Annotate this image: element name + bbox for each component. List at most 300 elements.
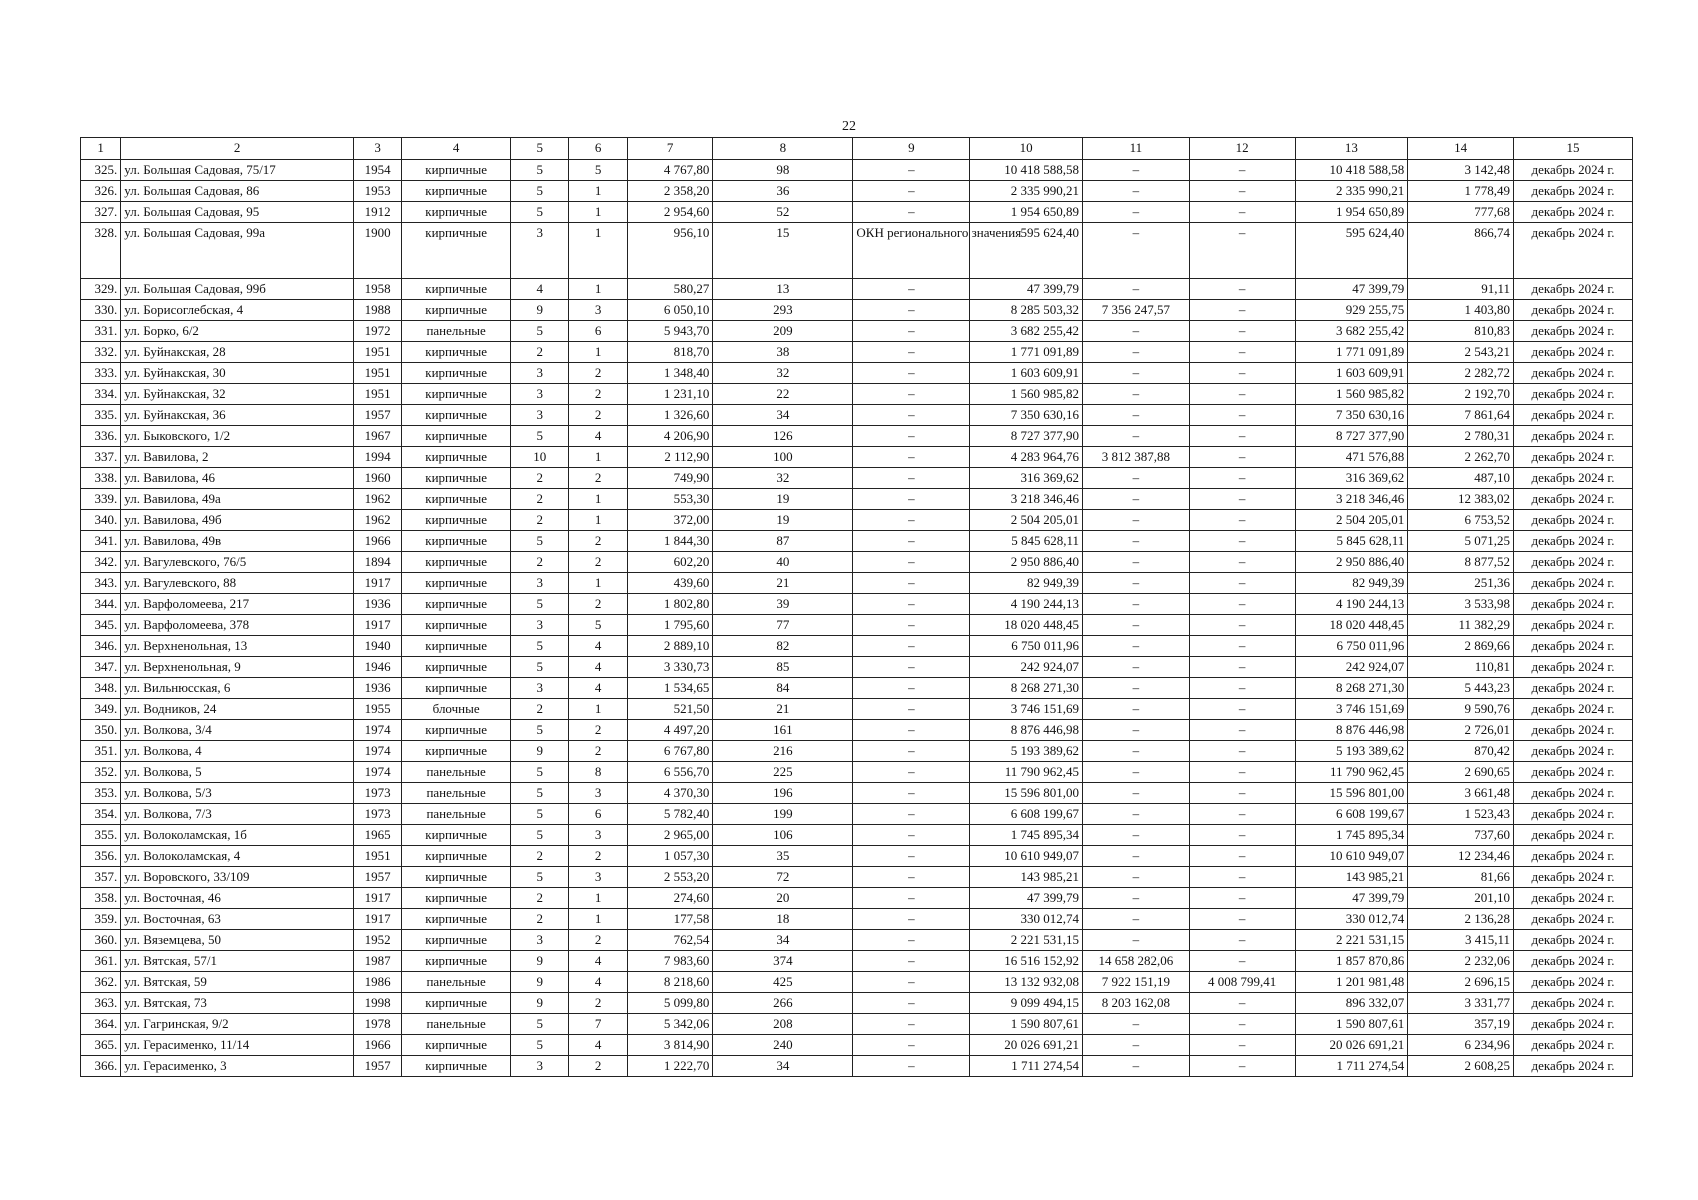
residents-cell: 100	[713, 447, 853, 468]
unit-cost-cell: 777,68	[1408, 202, 1514, 223]
address-cell: ул. Воровского, 33/109	[121, 867, 354, 888]
cost-a-cell: –	[1083, 783, 1190, 804]
status-cell: –	[853, 447, 970, 468]
deadline-cell: декабрь 2024 г.	[1514, 951, 1633, 972]
table-row	[81, 223, 1633, 279]
address-cell: ул. Восточная, 63	[121, 909, 354, 930]
year-cell: 1957	[353, 1056, 401, 1077]
address-cell: ул. Вятская, 59	[121, 972, 354, 993]
deadline-cell: декабрь 2024 г.	[1514, 636, 1633, 657]
area-cell: 4 767,80	[627, 160, 713, 181]
entrances-cell: 8	[569, 762, 627, 783]
floors-cell: 3	[511, 615, 569, 636]
status-cell: –	[853, 783, 970, 804]
cost-c-cell: 5 845 628,11	[1295, 531, 1408, 552]
unit-cost-cell: 201,10	[1408, 888, 1514, 909]
address-cell: ул. Вавилова, 49в	[121, 531, 354, 552]
status-cell: –	[853, 762, 970, 783]
total-cost-cell: 47 399,79	[970, 279, 1083, 300]
table-row	[81, 279, 1633, 300]
floors-cell: 5	[511, 867, 569, 888]
cost-c-cell: 47 399,79	[1295, 279, 1408, 300]
residents-cell: 161	[713, 720, 853, 741]
entrances-cell: 2	[569, 930, 627, 951]
status-cell: –	[853, 342, 970, 363]
unit-cost-cell: 1 403,80	[1408, 300, 1514, 321]
cost-a-cell: –	[1083, 363, 1190, 384]
floors-cell: 2	[511, 888, 569, 909]
residents-cell: 32	[713, 363, 853, 384]
entrances-cell: 4	[569, 636, 627, 657]
table-row	[81, 615, 1633, 636]
total-cost-cell: 2 950 886,40	[970, 552, 1083, 573]
cost-c-cell: 2 335 990,21	[1295, 181, 1408, 202]
cost-c-cell: 471 576,88	[1295, 447, 1408, 468]
deadline-cell: декабрь 2024 г.	[1514, 846, 1633, 867]
total-cost-cell: 3 218 346,46	[970, 489, 1083, 510]
floors-cell: 2	[511, 846, 569, 867]
year-cell: 1987	[353, 951, 401, 972]
wall-material-cell: панельные	[402, 321, 511, 342]
address-cell: ул. Вяземцева, 50	[121, 930, 354, 951]
total-cost-cell: 1 745 895,34	[970, 825, 1083, 846]
year-cell: 1967	[353, 426, 401, 447]
unit-cost-cell: 2 232,06	[1408, 951, 1514, 972]
wall-material-cell: кирпичные	[402, 223, 511, 279]
entrances-cell: 1	[569, 489, 627, 510]
total-cost-cell: 13 132 932,08	[970, 972, 1083, 993]
wall-material-cell: кирпичные	[402, 573, 511, 594]
status-cell: –	[853, 636, 970, 657]
residents-cell: 425	[713, 972, 853, 993]
total-cost-cell: 1 560 985,82	[970, 384, 1083, 405]
unit-cost-cell: 2 543,21	[1408, 342, 1514, 363]
status-cell: –	[853, 321, 970, 342]
unit-cost-cell: 2 136,28	[1408, 909, 1514, 930]
cost-c-cell: 2 950 886,40	[1295, 552, 1408, 573]
table-row	[81, 594, 1633, 615]
row-index: 350.	[81, 720, 121, 741]
residents-cell: 82	[713, 636, 853, 657]
unit-cost-cell: 8 877,52	[1408, 552, 1514, 573]
cost-b-cell: –	[1189, 762, 1295, 783]
total-cost-cell: 3 682 255,42	[970, 321, 1083, 342]
status-cell: –	[853, 594, 970, 615]
year-cell: 1965	[353, 825, 401, 846]
floors-cell: 2	[511, 510, 569, 531]
total-cost-cell: 2 504 205,01	[970, 510, 1083, 531]
cost-c-cell: 1 590 807,61	[1295, 1014, 1408, 1035]
cost-b-cell: –	[1189, 846, 1295, 867]
year-cell: 1917	[353, 573, 401, 594]
wall-material-cell: кирпичные	[402, 615, 511, 636]
total-cost-cell: 8 285 503,32	[970, 300, 1083, 321]
table-body	[81, 160, 1633, 1077]
floors-cell: 9	[511, 972, 569, 993]
deadline-cell: декабрь 2024 г.	[1514, 223, 1633, 279]
cost-a-cell: –	[1083, 720, 1190, 741]
total-cost-cell: 7 350 630,16	[970, 405, 1083, 426]
status-cell: –	[853, 972, 970, 993]
year-cell: 1955	[353, 699, 401, 720]
cost-a-cell: –	[1083, 489, 1190, 510]
total-cost-cell: 6 750 011,96	[970, 636, 1083, 657]
deadline-cell: декабрь 2024 г.	[1514, 447, 1633, 468]
cost-a-cell: –	[1083, 1014, 1190, 1035]
deadline-cell: декабрь 2024 г.	[1514, 762, 1633, 783]
deadline-cell: декабрь 2024 г.	[1514, 930, 1633, 951]
year-cell: 1957	[353, 867, 401, 888]
entrances-cell: 5	[569, 160, 627, 181]
cost-a-cell: –	[1083, 804, 1190, 825]
total-cost-cell: 82 949,39	[970, 573, 1083, 594]
wall-material-cell: кирпичные	[402, 342, 511, 363]
cost-a-cell: –	[1083, 888, 1190, 909]
table-row	[81, 783, 1633, 804]
cost-b-cell: –	[1189, 741, 1295, 762]
address-cell: ул. Герасименко, 3	[121, 1056, 354, 1077]
year-cell: 1951	[353, 384, 401, 405]
unit-cost-cell: 1 523,43	[1408, 804, 1514, 825]
cost-a-cell: –	[1083, 678, 1190, 699]
year-cell: 1962	[353, 510, 401, 531]
area-cell: 5 943,70	[627, 321, 713, 342]
unit-cost-cell: 2 869,66	[1408, 636, 1514, 657]
entrances-cell: 1	[569, 510, 627, 531]
cost-b-cell: –	[1189, 363, 1295, 384]
area-cell: 1 348,40	[627, 363, 713, 384]
wall-material-cell: кирпичные	[402, 363, 511, 384]
cost-c-cell: 11 790 962,45	[1295, 762, 1408, 783]
address-cell: ул. Вятская, 73	[121, 993, 354, 1014]
residents-cell: 39	[713, 594, 853, 615]
year-cell: 1986	[353, 972, 401, 993]
area-cell: 521,50	[627, 699, 713, 720]
status-cell: –	[853, 279, 970, 300]
floors-cell: 3	[511, 1056, 569, 1077]
residents-cell: 216	[713, 741, 853, 762]
residents-cell: 85	[713, 657, 853, 678]
unit-cost-cell: 810,83	[1408, 321, 1514, 342]
unit-cost-cell: 3 331,77	[1408, 993, 1514, 1014]
entrances-cell: 3	[569, 300, 627, 321]
entrances-cell: 4	[569, 657, 627, 678]
address-cell: ул. Волкова, 4	[121, 741, 354, 762]
unit-cost-cell: 870,42	[1408, 741, 1514, 762]
cost-b-cell: –	[1189, 909, 1295, 930]
year-cell: 1958	[353, 279, 401, 300]
cost-c-cell: 4 190 244,13	[1295, 594, 1408, 615]
status-cell: –	[853, 804, 970, 825]
status-cell: –	[853, 825, 970, 846]
residents-cell: 19	[713, 510, 853, 531]
residents-cell: 36	[713, 181, 853, 202]
row-index: 335.	[81, 405, 121, 426]
area-cell: 372,00	[627, 510, 713, 531]
cost-c-cell: 18 020 448,45	[1295, 615, 1408, 636]
entrances-cell: 1	[569, 223, 627, 279]
year-cell: 1988	[353, 300, 401, 321]
floors-cell: 5	[511, 160, 569, 181]
floors-cell: 5	[511, 825, 569, 846]
entrances-cell: 1	[569, 181, 627, 202]
deadline-cell: декабрь 2024 г.	[1514, 594, 1633, 615]
cost-b-cell: –	[1189, 468, 1295, 489]
status-cell: –	[853, 867, 970, 888]
floors-cell: 5	[511, 636, 569, 657]
floors-cell: 5	[511, 762, 569, 783]
floors-cell: 10	[511, 447, 569, 468]
deadline-cell: декабрь 2024 г.	[1514, 426, 1633, 447]
entrances-cell: 2	[569, 1056, 627, 1077]
cost-c-cell: 5 193 389,62	[1295, 741, 1408, 762]
cost-b-cell: –	[1189, 279, 1295, 300]
address-cell: ул. Буйнакская, 32	[121, 384, 354, 405]
wall-material-cell: кирпичные	[402, 531, 511, 552]
residents-cell: 209	[713, 321, 853, 342]
cost-b-cell: –	[1189, 1035, 1295, 1056]
cost-c-cell: 8 727 377,90	[1295, 426, 1408, 447]
cost-a-cell: –	[1083, 181, 1190, 202]
cost-b-cell: –	[1189, 720, 1295, 741]
total-cost-cell: 242 924,07	[970, 657, 1083, 678]
residents-cell: 106	[713, 825, 853, 846]
residents-cell: 38	[713, 342, 853, 363]
column-number-12: 12	[1189, 138, 1295, 160]
deadline-cell: декабрь 2024 г.	[1514, 489, 1633, 510]
year-cell: 1952	[353, 930, 401, 951]
deadline-cell: декабрь 2024 г.	[1514, 202, 1633, 223]
row-index: 358.	[81, 888, 121, 909]
cost-b-cell: –	[1189, 405, 1295, 426]
residents-cell: 72	[713, 867, 853, 888]
entrances-cell: 1	[569, 447, 627, 468]
cost-a-cell: –	[1083, 384, 1190, 405]
area-cell: 6 556,70	[627, 762, 713, 783]
year-cell: 1917	[353, 888, 401, 909]
floors-cell: 5	[511, 531, 569, 552]
row-index: 359.	[81, 909, 121, 930]
cost-b-cell: –	[1189, 804, 1295, 825]
unit-cost-cell: 2 780,31	[1408, 426, 1514, 447]
entrances-cell: 4	[569, 972, 627, 993]
residents-cell: 34	[713, 405, 853, 426]
floors-cell: 3	[511, 573, 569, 594]
cost-b-cell: 4 008 799,41	[1189, 972, 1295, 993]
floors-cell: 2	[511, 552, 569, 573]
wall-material-cell: кирпичные	[402, 552, 511, 573]
area-cell: 1 057,30	[627, 846, 713, 867]
status-cell: –	[853, 1035, 970, 1056]
wall-material-cell: кирпичные	[402, 594, 511, 615]
unit-cost-cell: 2 608,25	[1408, 1056, 1514, 1077]
status-cell: –	[853, 573, 970, 594]
address-cell: ул. Борисоглебская, 4	[121, 300, 354, 321]
year-cell: 1936	[353, 594, 401, 615]
address-cell: ул. Водников, 24	[121, 699, 354, 720]
cost-c-cell: 2 221 531,15	[1295, 930, 1408, 951]
row-index: 365.	[81, 1035, 121, 1056]
wall-material-cell: кирпичные	[402, 1056, 511, 1077]
row-index: 355.	[81, 825, 121, 846]
status-cell: –	[853, 384, 970, 405]
table-row	[81, 363, 1633, 384]
cost-c-cell: 20 026 691,21	[1295, 1035, 1408, 1056]
entrances-cell: 1	[569, 573, 627, 594]
residents-cell: 77	[713, 615, 853, 636]
deadline-cell: декабрь 2024 г.	[1514, 321, 1633, 342]
cost-b-cell: –	[1189, 888, 1295, 909]
row-index: 345.	[81, 615, 121, 636]
cost-a-cell: –	[1083, 426, 1190, 447]
row-index: 337.	[81, 447, 121, 468]
total-cost-cell: 6 608 199,67	[970, 804, 1083, 825]
table-row	[81, 804, 1633, 825]
wall-material-cell: кирпичные	[402, 384, 511, 405]
unit-cost-cell: 2 262,70	[1408, 447, 1514, 468]
residents-cell: 21	[713, 573, 853, 594]
entrances-cell: 6	[569, 804, 627, 825]
column-number-7: 7	[627, 138, 713, 160]
table-row	[81, 510, 1633, 531]
unit-cost-cell: 251,36	[1408, 573, 1514, 594]
status-cell: ОКН регионального значения	[853, 223, 970, 279]
table-row	[81, 867, 1633, 888]
deadline-cell: декабрь 2024 г.	[1514, 384, 1633, 405]
status-cell: –	[853, 930, 970, 951]
year-cell: 1972	[353, 321, 401, 342]
address-cell: ул. Верхненольная, 9	[121, 657, 354, 678]
status-cell: –	[853, 363, 970, 384]
cost-b-cell: –	[1189, 867, 1295, 888]
wall-material-cell: кирпичные	[402, 405, 511, 426]
cost-a-cell: –	[1083, 741, 1190, 762]
row-index: 326.	[81, 181, 121, 202]
cost-c-cell: 6 750 011,96	[1295, 636, 1408, 657]
wall-material-cell: панельные	[402, 762, 511, 783]
deadline-cell: декабрь 2024 г.	[1514, 615, 1633, 636]
year-cell: 1962	[353, 489, 401, 510]
unit-cost-cell: 6 753,52	[1408, 510, 1514, 531]
cost-b-cell: –	[1189, 993, 1295, 1014]
address-cell: ул. Вятская, 57/1	[121, 951, 354, 972]
wall-material-cell: кирпичные	[402, 489, 511, 510]
deadline-cell: декабрь 2024 г.	[1514, 678, 1633, 699]
column-number-4: 4	[402, 138, 511, 160]
floors-cell: 5	[511, 181, 569, 202]
area-cell: 5 342,06	[627, 1014, 713, 1035]
row-index: 331.	[81, 321, 121, 342]
status-cell: –	[853, 909, 970, 930]
address-cell: ул. Буйнакская, 28	[121, 342, 354, 363]
status-cell: –	[853, 678, 970, 699]
status-cell: –	[853, 720, 970, 741]
wall-material-cell: кирпичные	[402, 951, 511, 972]
wall-material-cell: кирпичные	[402, 300, 511, 321]
table-row	[81, 468, 1633, 489]
row-index: 361.	[81, 951, 121, 972]
table-row	[81, 825, 1633, 846]
area-cell: 2 112,90	[627, 447, 713, 468]
area-cell: 4 370,30	[627, 783, 713, 804]
year-cell: 1973	[353, 804, 401, 825]
year-cell: 1946	[353, 657, 401, 678]
deadline-cell: декабрь 2024 г.	[1514, 531, 1633, 552]
cost-a-cell: –	[1083, 867, 1190, 888]
unit-cost-cell: 6 234,96	[1408, 1035, 1514, 1056]
cost-a-cell: –	[1083, 321, 1190, 342]
row-index: 356.	[81, 846, 121, 867]
cost-b-cell: –	[1189, 930, 1295, 951]
row-index: 330.	[81, 300, 121, 321]
row-index: 333.	[81, 363, 121, 384]
residents-cell: 13	[713, 279, 853, 300]
total-cost-cell: 20 026 691,21	[970, 1035, 1083, 1056]
year-cell: 1951	[353, 342, 401, 363]
year-cell: 1954	[353, 160, 401, 181]
entrances-cell: 4	[569, 426, 627, 447]
floors-cell: 2	[511, 699, 569, 720]
cost-c-cell: 3 682 255,42	[1295, 321, 1408, 342]
residents-cell: 32	[713, 468, 853, 489]
cost-a-cell: –	[1083, 552, 1190, 573]
total-cost-cell: 4 190 244,13	[970, 594, 1083, 615]
floors-cell: 5	[511, 321, 569, 342]
deadline-cell: декабрь 2024 г.	[1514, 909, 1633, 930]
cost-b-cell: –	[1189, 531, 1295, 552]
total-cost-cell: 1 711 274,54	[970, 1056, 1083, 1077]
area-cell: 1 222,70	[627, 1056, 713, 1077]
area-cell: 1 802,80	[627, 594, 713, 615]
table-row	[81, 741, 1633, 762]
row-index: 360.	[81, 930, 121, 951]
entrances-cell: 5	[569, 615, 627, 636]
total-cost-cell: 8 727 377,90	[970, 426, 1083, 447]
deadline-cell: декабрь 2024 г.	[1514, 888, 1633, 909]
cost-c-cell: 3 218 346,46	[1295, 489, 1408, 510]
residents-cell: 87	[713, 531, 853, 552]
table-row	[81, 489, 1633, 510]
deadline-cell: декабрь 2024 г.	[1514, 468, 1633, 489]
address-cell: ул. Варфоломеева, 217	[121, 594, 354, 615]
cost-b-cell: –	[1189, 321, 1295, 342]
status-cell: –	[853, 531, 970, 552]
deadline-cell: декабрь 2024 г.	[1514, 720, 1633, 741]
row-index: 351.	[81, 741, 121, 762]
status-cell: –	[853, 699, 970, 720]
entrances-cell: 4	[569, 951, 627, 972]
entrances-cell: 2	[569, 531, 627, 552]
row-index: 363.	[81, 993, 121, 1014]
year-cell: 1974	[353, 762, 401, 783]
area-cell: 1 534,65	[627, 678, 713, 699]
wall-material-cell: панельные	[402, 783, 511, 804]
area-cell: 274,60	[627, 888, 713, 909]
table-row	[81, 552, 1633, 573]
cost-c-cell: 1 603 609,91	[1295, 363, 1408, 384]
status-cell: –	[853, 160, 970, 181]
residents-cell: 225	[713, 762, 853, 783]
entrances-cell: 3	[569, 783, 627, 804]
area-cell: 2 889,10	[627, 636, 713, 657]
deadline-cell: декабрь 2024 г.	[1514, 181, 1633, 202]
cost-a-cell: 7 356 247,57	[1083, 300, 1190, 321]
status-cell: –	[853, 657, 970, 678]
entrances-cell: 2	[569, 594, 627, 615]
area-cell: 2 358,20	[627, 181, 713, 202]
status-cell: –	[853, 741, 970, 762]
cost-a-cell: –	[1083, 342, 1190, 363]
